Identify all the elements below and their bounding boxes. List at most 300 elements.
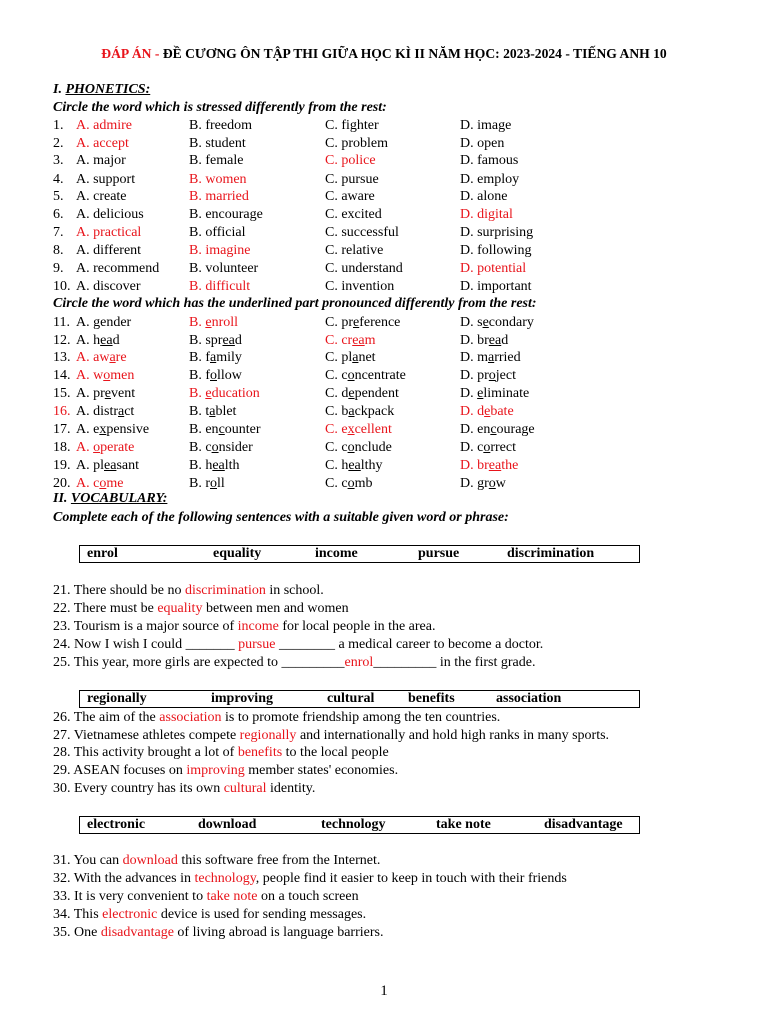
- question-number: 13.: [53, 350, 71, 365]
- underlined-part: e: [205, 386, 212, 401]
- option-b: B. freedom: [189, 118, 252, 133]
- option-a: A. recommend: [76, 261, 160, 276]
- word-part: nroll: [211, 315, 239, 330]
- option-a: [76, 386, 135, 402]
- word-part: d: [234, 333, 242, 348]
- option-a: [76, 440, 134, 456]
- instruction-vocabulary: Complete each of the following sentences with a suitable given word or phrase:: [53, 510, 509, 525]
- word-box-item: income: [315, 546, 358, 561]
- sentence-number: 25.: [53, 655, 71, 670]
- word-part: llow: [217, 368, 242, 383]
- underlined-part: c: [218, 422, 225, 437]
- answer-word: regionally: [239, 728, 297, 743]
- underlined-part: o: [103, 368, 111, 383]
- sentence-text: One: [70, 925, 101, 940]
- underlined-part: a: [109, 350, 116, 365]
- word-part: liminate: [483, 386, 530, 401]
- word-part: D. pr: [460, 368, 489, 383]
- sentence-number: 29.: [53, 763, 71, 778]
- word-part: lthy: [360, 458, 383, 473]
- question-number: 8.: [53, 243, 64, 258]
- sentence-number: 28.: [53, 745, 71, 760]
- underlined-part: o: [488, 368, 496, 383]
- word-part: men: [110, 368, 135, 383]
- option-d: D. alone: [460, 189, 508, 204]
- sentence-number: 33.: [53, 889, 71, 904]
- underlined-part: a: [352, 350, 359, 365]
- sentence-text: Every country has its own: [70, 781, 224, 796]
- option-b: B. imagine: [189, 243, 251, 258]
- underlined-part: a: [118, 404, 125, 419]
- sentence-text: is to promote friendship among the ten countries.: [221, 710, 501, 725]
- word-part: D.: [460, 386, 478, 401]
- option-d: D. open: [460, 136, 505, 151]
- underlined-part: e: [353, 315, 360, 330]
- option-d: D. surprising: [460, 225, 534, 240]
- sentence-item: [53, 889, 359, 905]
- section-phonetics-heading: I. PHONETICS:: [53, 82, 151, 97]
- sentence-item: [53, 781, 315, 797]
- option-a: [76, 476, 123, 492]
- option-c: C. relative: [325, 243, 384, 258]
- option-c: C. invention: [325, 279, 395, 294]
- question-number: 7.: [53, 225, 64, 240]
- word-part: ckpack: [354, 404, 395, 419]
- word-box-item: enrol: [87, 546, 118, 561]
- option-b: [189, 422, 261, 438]
- word-box-item: pursue: [418, 546, 460, 561]
- word-part: C. h: [325, 458, 349, 473]
- word-part: ncentrate: [354, 368, 406, 383]
- sentence-item: [53, 745, 389, 761]
- option-c: C. police: [325, 153, 376, 168]
- word-part: B. f: [189, 350, 210, 365]
- sentence-text: ________ a medical career to become a doctor.: [275, 637, 544, 652]
- underlined-part: o: [99, 476, 107, 491]
- word-box-item: discrimination: [507, 546, 595, 561]
- answer-word: electronic: [102, 907, 158, 922]
- word-part: B. t: [189, 404, 210, 419]
- word-box-item: equality: [213, 546, 262, 561]
- sentence-item: [53, 583, 324, 599]
- underlined-part: o: [488, 476, 496, 491]
- option-b: B. encourage: [189, 207, 263, 222]
- sentence-text: and internationally and hold high ranks in many sports.: [296, 728, 610, 743]
- question-number: 4.: [53, 172, 64, 187]
- word-part: A. c: [76, 476, 100, 491]
- word-box-item: electronic: [87, 817, 146, 832]
- option-d: D. famous: [460, 153, 519, 168]
- sentence-number: 23.: [53, 619, 71, 634]
- option-d: D. potential: [460, 261, 527, 276]
- word-part: C. b: [325, 404, 349, 419]
- word-box-item: cultural: [327, 691, 375, 706]
- word-part: ourage: [496, 422, 535, 437]
- word-part: ender: [100, 315, 132, 330]
- sentence-item: [53, 871, 567, 887]
- word-part: ounter: [224, 422, 261, 437]
- option-a: [76, 368, 134, 384]
- answer-key-label: ĐÁP ÁN: [101, 46, 152, 61]
- sentence-item: [53, 763, 398, 779]
- word-part: pensive: [106, 422, 150, 437]
- word-box-2: [79, 690, 640, 708]
- answer-word: cultural: [223, 781, 267, 796]
- sentence-text: This activity brought a lot of: [70, 745, 238, 760]
- word-box-item: regionally: [87, 691, 147, 706]
- sentence-number: 30.: [53, 781, 71, 796]
- word-part: nclude: [354, 440, 392, 455]
- sentence-item: [53, 728, 609, 744]
- option-d: [460, 422, 535, 438]
- option-a: A. support: [76, 172, 136, 187]
- word-part: C. pl: [325, 350, 353, 365]
- word-part: w: [495, 476, 506, 491]
- sentence-number: 34.: [53, 907, 71, 922]
- sentence-text: The aim of the: [70, 710, 160, 725]
- question-number: 12.: [53, 333, 71, 348]
- word-part: A. aw: [76, 350, 110, 365]
- option-a: [76, 422, 149, 438]
- word-part: lth: [224, 458, 240, 473]
- option-a: [76, 404, 134, 420]
- section-vocabulary-heading: II. VOCABULARY:: [53, 491, 168, 506]
- option-d: D. image: [460, 118, 512, 133]
- sentence-number: 26.: [53, 710, 71, 725]
- page-number: 1: [380, 983, 388, 999]
- question-number: 16.: [53, 404, 71, 419]
- word-part: ct: [124, 404, 135, 419]
- question-number: 10.: [53, 279, 71, 294]
- underlined-part: o: [347, 368, 355, 383]
- option-c: [325, 315, 400, 331]
- underlined-part: ea: [348, 458, 361, 473]
- sentence-text: member states' economies.: [244, 763, 399, 778]
- sentence-number: 35.: [53, 925, 71, 940]
- underlined-part: e: [482, 315, 489, 330]
- underlined-part: a: [210, 350, 217, 365]
- word-part: A. w: [76, 368, 104, 383]
- sentence-text: There must be: [70, 601, 158, 616]
- option-c: C. excited: [325, 207, 382, 222]
- word-box-item: disadvantage: [544, 817, 623, 832]
- answer-word: benefits: [237, 745, 283, 760]
- question-number: 18.: [53, 440, 71, 455]
- option-d: D. digital: [460, 207, 513, 222]
- sentence-text: for local people in the area.: [278, 619, 436, 634]
- word-part: C. c: [325, 476, 348, 491]
- word-part: ference: [359, 315, 401, 330]
- instruction-stress: Circle the word which is stressed differently from the rest:: [53, 100, 387, 115]
- word-part: D. gr: [460, 476, 489, 491]
- sentence-item: [53, 853, 380, 869]
- option-a: A. discover: [76, 279, 141, 294]
- question-number: 11.: [53, 315, 70, 330]
- underlined-part: x: [347, 422, 355, 437]
- word-part: A. pl: [76, 458, 104, 473]
- sentence-text: identity.: [266, 781, 316, 796]
- word-part: ducation: [211, 386, 260, 401]
- sentence-text: It is very convenient to: [70, 889, 207, 904]
- sentence-item: [53, 925, 383, 941]
- option-c: [325, 458, 383, 474]
- word-part: d: [501, 333, 509, 348]
- sentence-number: 21.: [53, 583, 71, 598]
- sentence-text: ASEAN focuses on: [70, 763, 187, 778]
- word-part: nsider: [218, 440, 253, 455]
- option-c: C. successful: [325, 225, 399, 240]
- title-text: ĐỀ CƯƠNG ÔN TẬP THI GIỮA HỌC KÌ II NĂM HỌC: 2023-2024 - TIẾNG ANH 10: [162, 46, 667, 61]
- word-part: rried: [494, 350, 521, 365]
- word-part: perate: [100, 440, 135, 455]
- underlined-part: ea: [104, 458, 117, 473]
- word-part: D. en: [460, 422, 491, 437]
- word-part: D. d: [460, 404, 485, 419]
- word-box-1: [79, 545, 640, 563]
- word-part: bate: [490, 404, 514, 419]
- option-a: [76, 333, 120, 349]
- underlined-part: e: [104, 386, 111, 401]
- answer-word: improving: [186, 763, 245, 778]
- sentence-item: [53, 637, 543, 653]
- word-part: mb: [354, 476, 373, 491]
- question-number: 15.: [53, 386, 71, 401]
- option-d: [460, 386, 529, 402]
- sentence-text: , people find it easier to keep in touch with their friends: [255, 871, 567, 886]
- underlined-part: a: [209, 404, 216, 419]
- option-c: C. pursue: [325, 172, 379, 187]
- option-b: B. volunteer: [189, 261, 259, 276]
- sentence-text: _________ in the first grade.: [373, 655, 536, 670]
- word-part: D. m: [460, 350, 488, 365]
- word-part: C. c: [325, 440, 348, 455]
- word-part: pendent: [354, 386, 399, 401]
- answer-word: technology: [194, 871, 256, 886]
- underlined-part: ea: [100, 333, 113, 348]
- answer-word: equality: [157, 601, 203, 616]
- word-part: re: [115, 350, 127, 365]
- word-box-item: technology: [321, 817, 386, 832]
- sentence-item: [53, 655, 535, 671]
- option-c: [325, 440, 392, 456]
- question-number: 5.: [53, 189, 64, 204]
- question-number: 3.: [53, 153, 64, 168]
- option-d: [460, 440, 516, 456]
- option-a: A. practical: [76, 225, 142, 240]
- underlined-part: o: [93, 440, 101, 455]
- option-b: [189, 315, 238, 331]
- word-part: C. d: [325, 386, 349, 401]
- option-c: [325, 422, 392, 438]
- question-number: 9.: [53, 261, 64, 276]
- option-c: C. fighter: [325, 118, 379, 133]
- option-d: [460, 333, 508, 349]
- underlined-part: o: [210, 476, 217, 491]
- question-number: 17.: [53, 422, 71, 437]
- word-part: A.: [76, 315, 94, 330]
- word-part: vent: [111, 386, 136, 401]
- word-part: cellent: [354, 422, 392, 437]
- word-part: sant: [116, 458, 139, 473]
- sentence-text: in school.: [265, 583, 324, 598]
- sentence-text: between men and women: [202, 601, 349, 616]
- word-part: d: [112, 333, 120, 348]
- option-d: [460, 315, 534, 331]
- answer-word: pursue: [238, 637, 276, 652]
- answer-word: enrol: [344, 655, 374, 670]
- word-part: A. pr: [76, 386, 105, 401]
- word-part: ll: [217, 476, 225, 491]
- underlined-part: ea: [212, 458, 225, 473]
- word-part: C. e: [325, 422, 348, 437]
- option-a: [76, 350, 127, 366]
- underlined-part: ea: [352, 333, 365, 348]
- option-c: [325, 476, 372, 492]
- sentence-number: 27.: [53, 728, 71, 743]
- underlined-part: e: [348, 386, 355, 401]
- underlined-part: o: [483, 440, 491, 455]
- sentence-text: This: [70, 907, 103, 922]
- word-part: C. c: [325, 368, 348, 383]
- option-b: B. married: [189, 189, 249, 204]
- option-c: [325, 386, 399, 402]
- underlined-part: ea: [488, 333, 502, 348]
- option-b: [189, 440, 253, 456]
- option-c: [325, 333, 376, 349]
- option-b: B. difficult: [189, 279, 251, 294]
- underlined-part: ea: [488, 458, 502, 473]
- option-b: B. women: [189, 172, 247, 187]
- sentence-number: 31.: [53, 853, 71, 868]
- sentence-text: device is used for sending messages.: [157, 907, 367, 922]
- option-b: [189, 350, 242, 366]
- word-part: D. s: [460, 315, 483, 330]
- underlined-part: e: [484, 404, 491, 419]
- answer-word: association: [159, 710, 222, 725]
- underlined-part: g: [93, 315, 101, 330]
- option-b: [189, 404, 236, 420]
- option-b: [189, 476, 225, 492]
- word-part: A. distr: [76, 404, 118, 419]
- option-a: [76, 458, 139, 474]
- sentence-text: on a touch screen: [257, 889, 359, 904]
- option-b: [189, 458, 240, 474]
- underlined-part: x: [99, 422, 107, 437]
- sentence-text: of living abroad is language barriers.: [173, 925, 384, 940]
- question-number: 2.: [53, 136, 64, 151]
- underlined-part: o: [347, 440, 355, 455]
- word-part: D. c: [460, 440, 484, 455]
- option-b: B. student: [189, 136, 246, 151]
- word-part: me: [106, 476, 124, 491]
- question-number: 6.: [53, 207, 64, 222]
- option-a: [76, 315, 131, 331]
- word-box-item: take note: [436, 817, 491, 832]
- document-title: ĐÁP ÁN - ĐỀ CƯƠNG ÔN TẬP THI GIỮA HỌC KÌ II NĂM HỌC: 2023-2024 - TIẾNG ANH 10: [101, 46, 667, 61]
- option-b: [189, 386, 260, 402]
- option-c: C. aware: [325, 189, 375, 204]
- word-part: A. h: [76, 333, 101, 348]
- word-part: B. spr: [189, 333, 223, 348]
- option-a: A. delicious: [76, 207, 144, 222]
- option-c: [325, 404, 394, 420]
- option-d: [460, 368, 516, 384]
- option-c: C. problem: [325, 136, 388, 151]
- sentence-text: to the local people: [282, 745, 389, 760]
- option-d: D. following: [460, 243, 532, 258]
- instruction-pronunciation: Circle the word which has the underlined part pronounced differently from the rest:: [53, 296, 537, 311]
- option-d: [460, 404, 514, 420]
- option-c: C. understand: [325, 261, 403, 276]
- word-box-item: association: [496, 691, 562, 706]
- underlined-part: a: [348, 404, 355, 419]
- sentence-item: [53, 601, 349, 617]
- word-part: B. c: [189, 440, 212, 455]
- word-part: B. en: [189, 422, 219, 437]
- underlined-part: e: [477, 386, 484, 401]
- word-part: net: [358, 350, 376, 365]
- word-part: m: [364, 333, 376, 348]
- word-box-item: improving: [211, 691, 273, 706]
- option-a: A. accept: [76, 136, 129, 151]
- underlined-part: c: [490, 422, 497, 437]
- word-part: mily: [216, 350, 242, 365]
- word-part: B. r: [189, 476, 210, 491]
- sentence-text: You can: [70, 853, 123, 868]
- option-d: D. employ: [460, 172, 520, 187]
- word-part: B.: [189, 315, 206, 330]
- sentence-text: this software free from the Internet.: [177, 853, 381, 868]
- option-d: [460, 350, 521, 366]
- underlined-part: o: [210, 368, 217, 383]
- underlined-part: a: [488, 350, 495, 365]
- option-c: [325, 368, 406, 384]
- question-number: 1.: [53, 118, 64, 133]
- answer-word: discrimination: [184, 583, 266, 598]
- option-a: A. major: [76, 153, 126, 168]
- sentence-number: 32.: [53, 871, 71, 886]
- word-part: B. h: [189, 458, 213, 473]
- answer-word: take note: [206, 889, 258, 904]
- word-part: C. cr: [325, 333, 353, 348]
- sentence-text: With the advances in: [70, 871, 195, 886]
- sentence-item: [53, 907, 366, 923]
- word-part: B.: [189, 386, 206, 401]
- question-number: 19.: [53, 458, 71, 473]
- option-d: D. important: [460, 279, 532, 294]
- option-d: [460, 458, 518, 474]
- option-b: B. female: [189, 153, 244, 168]
- word-box-3: [79, 816, 640, 834]
- word-part: ject: [495, 368, 516, 383]
- underlined-part: e: [205, 315, 212, 330]
- word-box-item: benefits: [408, 691, 455, 706]
- question-number: 20.: [53, 476, 71, 491]
- word-part: B. f: [189, 368, 210, 383]
- word-part: C. pr: [325, 315, 353, 330]
- sentence-text: Tourism is a major source of: [70, 619, 238, 634]
- word-part: the: [501, 458, 519, 473]
- sentence-number: 24.: [53, 637, 71, 652]
- underlined-part: ea: [222, 333, 235, 348]
- option-b: [189, 368, 242, 384]
- sentence-text: Vietnamese athletes compete: [70, 728, 240, 743]
- sentence-item: [53, 619, 436, 635]
- sentence-text: This year, more girls are expected to _________: [70, 655, 345, 670]
- option-b: B. official: [189, 225, 246, 240]
- option-c: [325, 350, 376, 366]
- word-part: condary: [488, 315, 534, 330]
